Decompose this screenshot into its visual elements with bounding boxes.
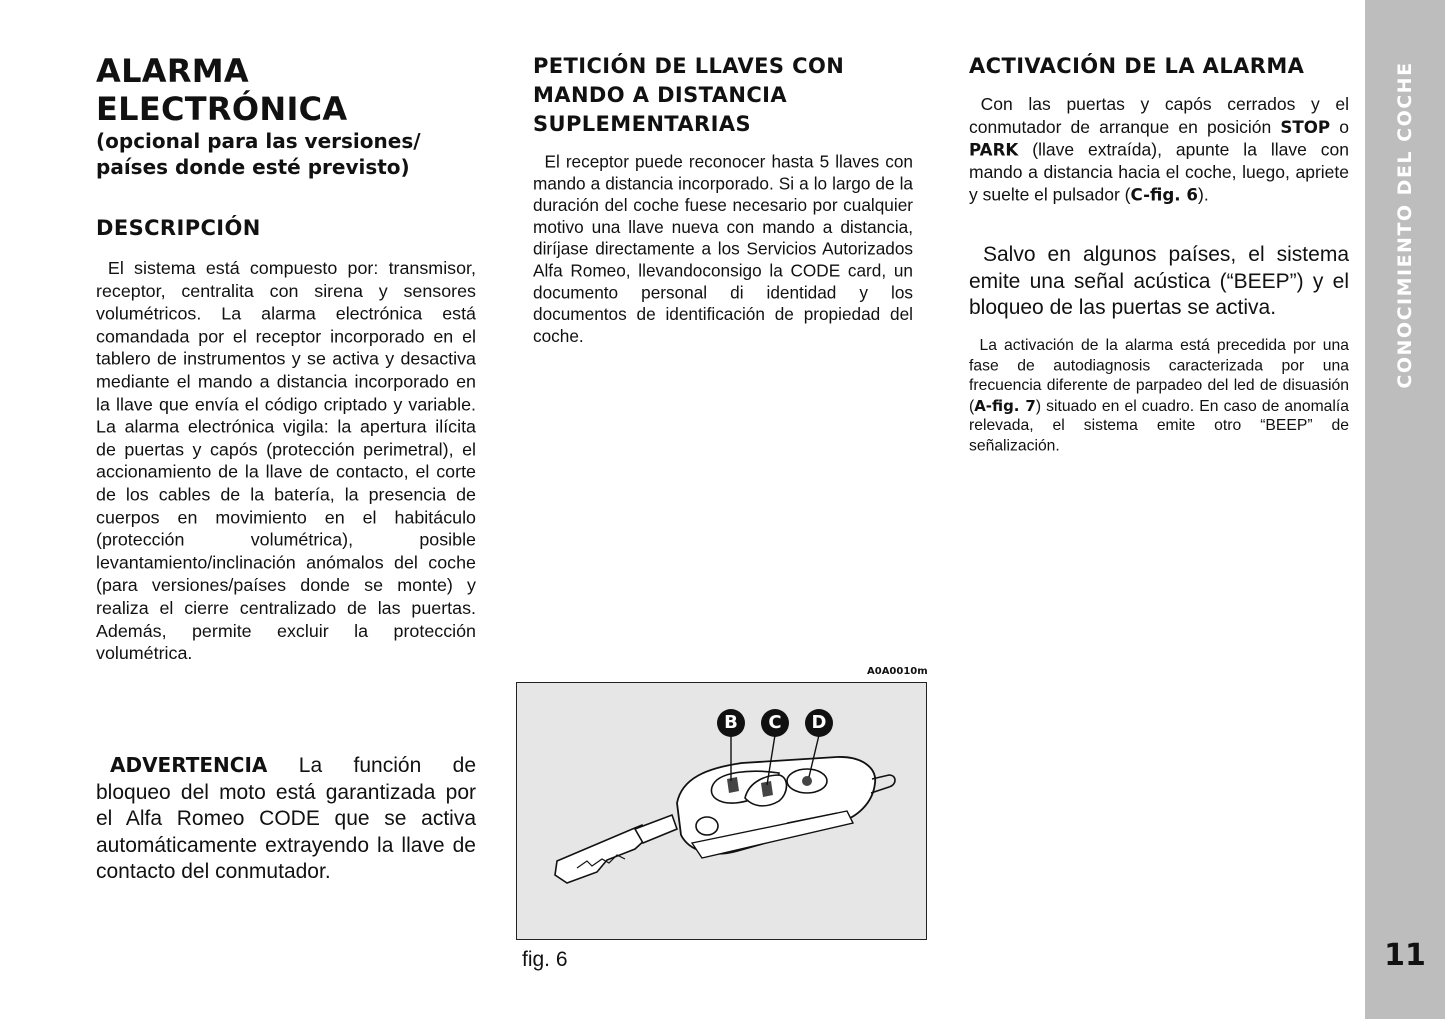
- callout-b: B: [717, 709, 745, 737]
- key-blade: [555, 815, 677, 883]
- side-tab-label: CONOCIMIENTO DEL COCHE: [1394, 61, 1416, 389]
- activacion-p1-b: o: [1330, 117, 1350, 137]
- callout-d: D: [805, 709, 833, 737]
- activacion-paragraph-2: Salvo en algunos países, el sistema emite una señal acústica (“BEEP”) y el bloqueo de las puertas se activa.: [969, 243, 1349, 320]
- section-heading-descripcion: DESCRIPCIÓN: [96, 216, 261, 240]
- figure-ref-a: A-fig. 7: [974, 396, 1036, 415]
- warning-paragraph: [96, 752, 476, 886]
- figure-caption: fig. 6: [522, 948, 568, 971]
- warning-text: La función de bloqueo del moto está garantizada por el Alfa Romeo CODE que se activa automáticamente extrayendo la llave de contacto del conmutador.: [96, 754, 476, 884]
- activacion-p1-a: Con las puertas y capós cerrados y el conmutador de arranque en posición: [969, 94, 1349, 137]
- key-fob-body: [677, 757, 895, 858]
- page-subtitle: (opcional para las versiones/ países donde esté previsto): [96, 129, 421, 179]
- descripcion-paragraph: El sistema está compuesto por: transmisor, receptor, centralita con sirena y sensores volumétricos. La alarma electrónica está comandada por el receptor incorporado en el tablero de instrumentos y se activa y desactiva mediante el mando a distancia incorporado en la llave que envía el código criptado y variable. La alarma electrónica vigila: la apertura ilícita de puertas y capós (protección perimetral), el accionamiento de la llave de contacto, el corte de los cables de la batería, la presencia de cuerpos en movimiento en el habitáculo (protección volumétrica), posible levantamiento/inclinación anómalos del coche (para versiones/países donde se monte) y realiza el cierre centralizado de las puertas. Además, permite excluir la protección volumétrica.: [96, 258, 476, 664]
- section-heading-activacion: ACTIVACIÓN DE LA ALARMA: [969, 54, 1305, 78]
- section-heading-peticion: PETICIÓN DE LLAVES CON MANDO A DISTANCIA SUPLEMENTARIAS: [533, 54, 845, 136]
- activacion-p1-d: ).: [1198, 185, 1209, 206]
- page-number: 11: [1384, 938, 1426, 973]
- warning-label: ADVERTENCIA: [110, 753, 268, 777]
- activacion-paragraph-1: [969, 94, 1349, 207]
- figure-code: A0A0010m: [867, 666, 928, 677]
- park-label: PARK: [969, 139, 1019, 160]
- figure-ref-c: C-fig. 6: [1130, 185, 1199, 206]
- figure-key-remote: [516, 682, 927, 940]
- activacion-paragraph-3: [969, 336, 1349, 456]
- stop-label: STOP: [1280, 116, 1331, 137]
- activacion-p3-a: La activación de la alarma está precedida por una fase de autodiagnosis caracterizada por una frecuencia diferente de parpadeo del led de disuasión (: [969, 336, 1349, 415]
- page-title: ALARMA ELECTRÓNICA: [96, 52, 348, 128]
- callout-c: C: [761, 709, 789, 737]
- peticion-paragraph: El receptor puede reconocer hasta 5 llaves con mando a distancia incorporado. Si a lo largo de la duración del coche fuese necesario por cualquier motivo una llave nueva con mando a distancia, diríjase directamente a los Servicios Autorizados Alfa Romeo, llevandoconsigo la CODE card, un documento personal di identidad y los documentos de identificación de propiedad del coche.: [533, 152, 913, 346]
- activacion-p3-b: ) situado en el cuadro. En caso de anomalía relevada, el sistema emite otro “BEEP” de señalización.: [969, 397, 1349, 455]
- activacion-p1-c: (llave extraída), apunte la llave con mando a distancia hacia el coche, luego, apriete y suelte el pulsador (: [969, 140, 1349, 206]
